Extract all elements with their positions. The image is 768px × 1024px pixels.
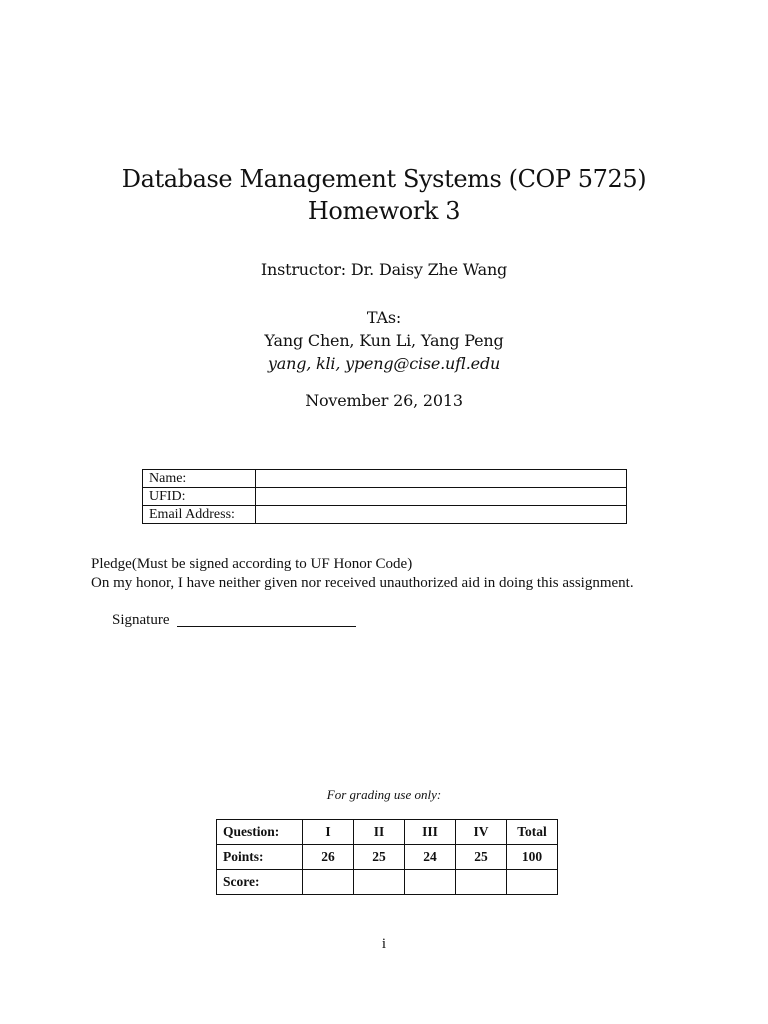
document-subtitle: Homework 3 <box>307 197 461 225</box>
ufid-label: UFID: <box>143 488 256 506</box>
pledge-heading: Pledge(Must be signed according to UF Honor Code) <box>91 556 413 572</box>
table-row <box>217 870 558 895</box>
signature-label: Signature <box>112 612 170 628</box>
question-col-ii: II <box>354 820 405 845</box>
email-field[interactable] <box>256 506 627 524</box>
score-cell-iv[interactable] <box>456 870 507 895</box>
question-col-iv: IV <box>456 820 507 845</box>
pledge-statement: On my honor, I have neither given nor received unauthorized aid in doing this assignment. <box>91 575 634 591</box>
points-cell-i: 26 <box>303 845 354 870</box>
signature-line[interactable] <box>177 626 356 627</box>
question-row-header: Question: <box>217 820 303 845</box>
tas-names: Yang Chen, Kun Li, Yang Peng <box>264 331 504 350</box>
document-date: November 26, 2013 <box>305 391 463 410</box>
name-field[interactable] <box>256 470 627 488</box>
grading-note: For grading use only: <box>326 787 442 802</box>
email-label: Email Address: <box>143 506 256 524</box>
question-col-i: I <box>303 820 354 845</box>
table-row <box>143 488 627 506</box>
points-cell-ii: 25 <box>354 845 405 870</box>
score-cell-ii[interactable] <box>354 870 405 895</box>
score-cell-total[interactable] <box>507 870 558 895</box>
score-row-header: Score: <box>217 870 303 895</box>
score-cell-i[interactable] <box>303 870 354 895</box>
ufid-field[interactable] <box>256 488 627 506</box>
tas-email: yang, kli, ypeng@cise.ufl.edu <box>267 354 501 373</box>
table-row <box>143 506 627 524</box>
table-row <box>217 845 558 870</box>
score-cell-iii[interactable] <box>405 870 456 895</box>
instructor-line: Instructor: Dr. Daisy Zhe Wang <box>260 260 508 279</box>
page-number: i <box>381 936 387 952</box>
table-row <box>217 820 558 845</box>
grading-table <box>216 819 558 895</box>
table-row <box>143 470 627 488</box>
student-info-table <box>142 469 627 524</box>
question-col-iii: III <box>405 820 456 845</box>
document-title: Database Management Systems (COP 5725) <box>121 165 647 193</box>
tas-label: TAs: <box>366 308 402 327</box>
points-cell-iii: 24 <box>405 845 456 870</box>
question-col-total: Total <box>507 820 558 845</box>
points-cell-iv: 25 <box>456 845 507 870</box>
name-label: Name: <box>143 470 256 488</box>
points-row-header: Points: <box>217 845 303 870</box>
points-cell-total: 100 <box>507 845 558 870</box>
